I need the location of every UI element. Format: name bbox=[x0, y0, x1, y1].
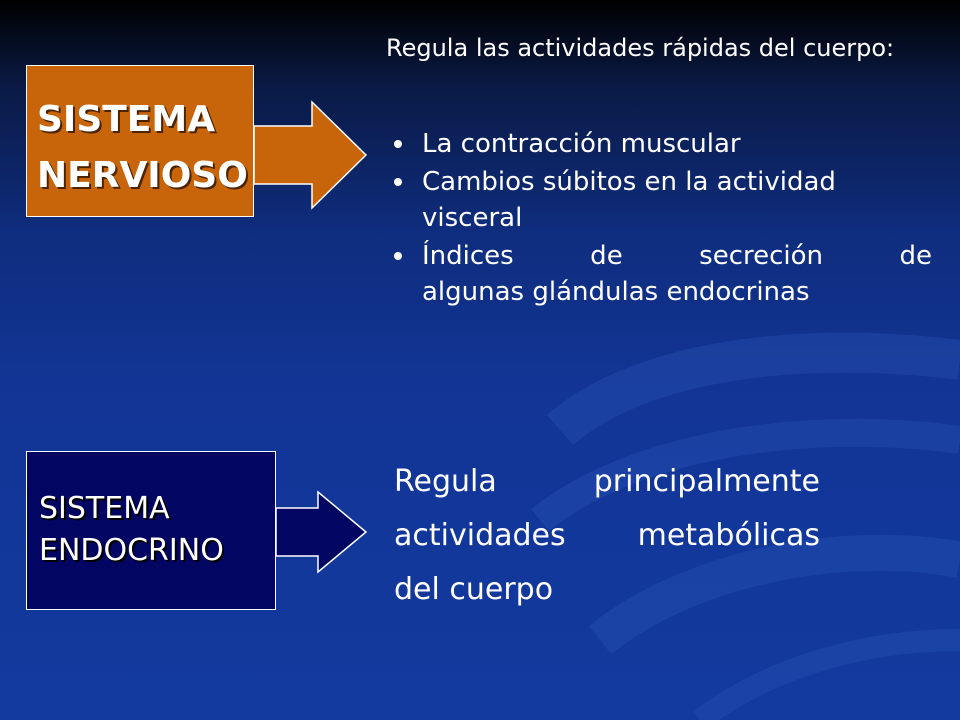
endocrino-description bbox=[394, 455, 820, 617]
endocrino-text-line2: actividades metabólicas bbox=[394, 518, 820, 553]
sistema-nervioso-title-line1: SISTEMA bbox=[37, 99, 216, 140]
bullet-icon bbox=[394, 140, 402, 148]
sistema-endocrino-box bbox=[26, 451, 276, 610]
sistema-nervioso-title-line2: NERVIOSO bbox=[37, 155, 248, 196]
arrow-right-icon bbox=[276, 490, 372, 574]
endocrino-text-line1: Regula principalmente bbox=[394, 464, 820, 499]
sistema-endocrino-title-line1: SISTEMA bbox=[39, 491, 170, 526]
bullet-text-line2: algunas glándulas endocrinas bbox=[422, 277, 810, 307]
sistema-nervioso-box bbox=[26, 65, 254, 217]
sistema-endocrino-title-line2: ENDOCRINO bbox=[39, 533, 224, 568]
list-item bbox=[392, 238, 932, 310]
bullet-icon bbox=[394, 178, 402, 186]
nervioso-intro-text: Regula las actividades rápidas del cuerpo: bbox=[386, 34, 895, 62]
bullet-text: La contracción muscular bbox=[422, 129, 741, 159]
endocrino-text-line3: del cuerpo bbox=[394, 572, 554, 607]
bullet-text-line1: Índices de secreción de bbox=[422, 241, 932, 271]
bullet-icon bbox=[394, 252, 402, 260]
nervioso-bullet-list bbox=[392, 126, 932, 312]
list-item bbox=[392, 164, 932, 236]
arrow-right-icon bbox=[254, 100, 374, 210]
bullet-text: Cambios súbitos en la actividad visceral bbox=[422, 167, 836, 233]
list-item bbox=[392, 126, 932, 162]
